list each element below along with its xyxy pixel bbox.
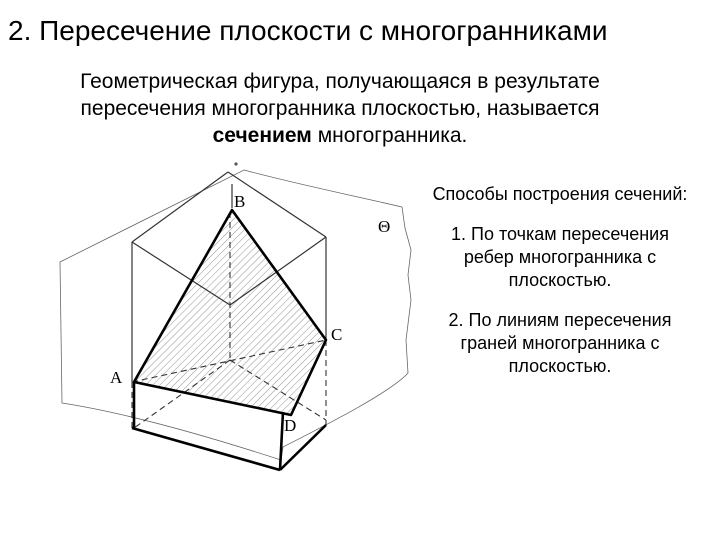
method-points: 1. По точкам пересечения ребер многогранника с плоскостью.	[451, 224, 669, 290]
definition-term: сечением	[212, 124, 312, 147]
method-lines: 2. По линиям пересечения граней многогранника с плоскостью.	[448, 310, 672, 376]
methods-heading: Способы построения сечений:	[432, 184, 688, 204]
point-a-label: A	[110, 368, 123, 387]
point-d-label: D	[284, 416, 297, 435]
point-c-label: C	[331, 325, 343, 344]
definition-tail: многогранника.	[311, 124, 468, 147]
point-b-label: B	[234, 192, 246, 211]
construction-methods	[432, 183, 688, 378]
plane-label: Θ	[378, 217, 391, 236]
slide-title: 2. Пересечение плоскости с многогранниками	[8, 15, 608, 46]
top-dot	[234, 162, 237, 165]
definition-lead: Геометрическая фигура, получающаяся в результате пересечения многогранника плоскостью, называется	[80, 70, 600, 120]
